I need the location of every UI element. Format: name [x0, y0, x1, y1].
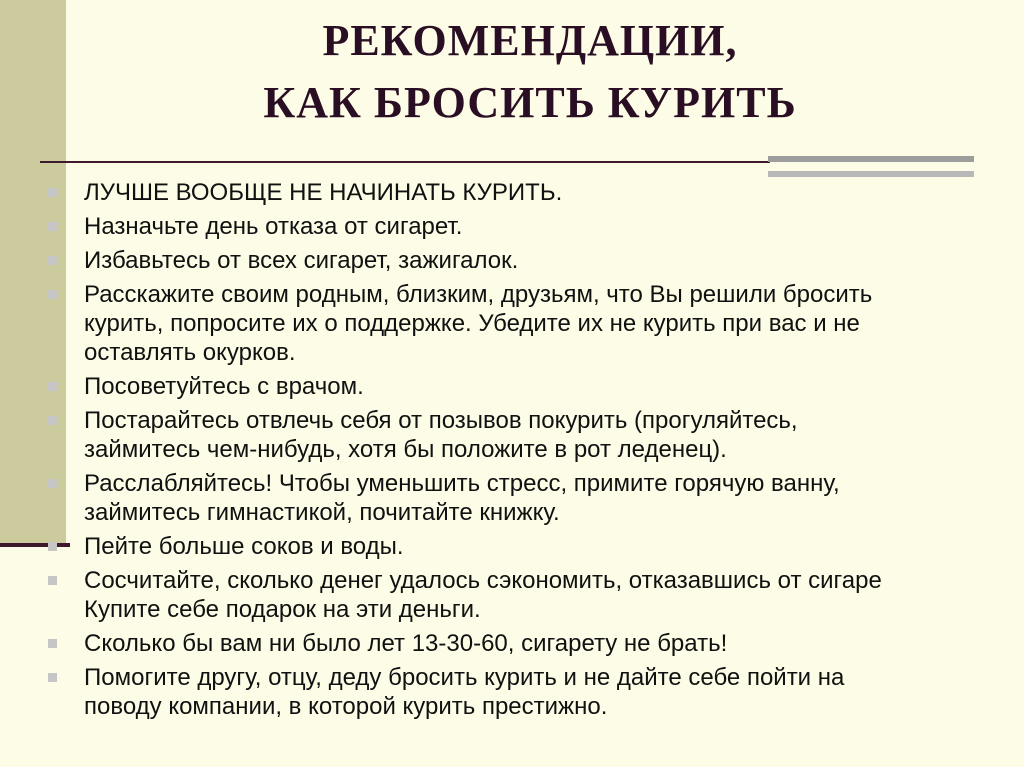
list-item-text: Пейте больше соков и воды. — [84, 533, 404, 560]
list-item-text: займитесь чем-нибудь, хотя бы положите в рот леденец). — [84, 436, 727, 463]
list-item-text: Избавьтесь от всех сигарет, зажигалок. — [84, 247, 519, 274]
left-decorative-band — [0, 0, 66, 543]
square-bullet-icon — [48, 576, 57, 585]
list-item — [84, 629, 1024, 658]
title-divider — [40, 161, 770, 163]
list-item — [84, 246, 1024, 275]
page-title — [120, 10, 940, 134]
list-item — [84, 566, 1024, 624]
square-bullet-icon — [48, 188, 57, 197]
square-bullet-icon — [48, 542, 57, 551]
list-item — [84, 532, 1024, 561]
square-bullet-icon — [48, 416, 57, 425]
square-bullet-icon — [48, 222, 57, 231]
list-item — [84, 178, 1024, 207]
square-bullet-icon — [48, 382, 57, 391]
list-item-text: ЛУЧШЕ ВООБЩЕ НЕ НАЧИНАТЬ КУРИТЬ. — [84, 179, 563, 206]
list-item-text: Сосчитайте, сколько денег удалось сэкономить, отказавшись от сигаре — [84, 567, 882, 594]
list-item-text: Купите себе подарок на эти деньги. — [84, 596, 481, 623]
list-item-text: оставлять окурков. — [84, 339, 296, 366]
accent-bar-top — [768, 156, 974, 162]
accent-bar-bottom — [768, 171, 974, 177]
list-item-text: Сколько бы вам ни было лет 13-30-60, сигарету не брать! — [84, 630, 728, 657]
title-line-1: РЕКОМЕНДАЦИИ, — [322, 16, 738, 65]
square-bullet-icon — [48, 256, 57, 265]
list-item-text: Постарайтесь отвлечь себя от позывов покурить (прогуляйтесь, — [84, 407, 798, 434]
list-item-text: поводу компании, в которой курить престижно. — [84, 693, 608, 720]
list-item-text: Помогите другу, отцу, деду бросить курить и не дайте себе пойти на — [84, 664, 845, 691]
list-item-text: Посоветуйтесь с врачом. — [84, 373, 364, 400]
list-item-text: Расслабляйтесь! Чтобы уменьшить стресс, примите горячую ванну, — [84, 470, 840, 497]
list-item-text: Расскажите своим родным, близким, друзьям, что Вы решили бросить — [84, 281, 873, 308]
list-item — [84, 212, 1024, 241]
list-item — [84, 280, 1024, 367]
list-item — [84, 663, 1024, 721]
list-item-text: курить, попросите их о поддержке. Убедите их не курить при вас и не — [84, 310, 860, 337]
square-bullet-icon — [48, 479, 57, 488]
list-item — [84, 372, 1024, 401]
list-item-text: Назначьте день отказа от сигарет. — [84, 213, 463, 240]
square-bullet-icon — [48, 673, 57, 682]
square-bullet-icon — [48, 639, 57, 648]
recommendations-list — [84, 178, 1024, 726]
square-bullet-icon — [48, 290, 57, 299]
title-line-2: КАК БРОСИТЬ КУРИТЬ — [263, 78, 797, 127]
list-item — [84, 406, 1024, 464]
list-item — [84, 469, 1024, 527]
left-band-divider — [0, 543, 70, 547]
list-item-text: займитесь гимнастикой, почитайте книжку. — [84, 499, 560, 526]
